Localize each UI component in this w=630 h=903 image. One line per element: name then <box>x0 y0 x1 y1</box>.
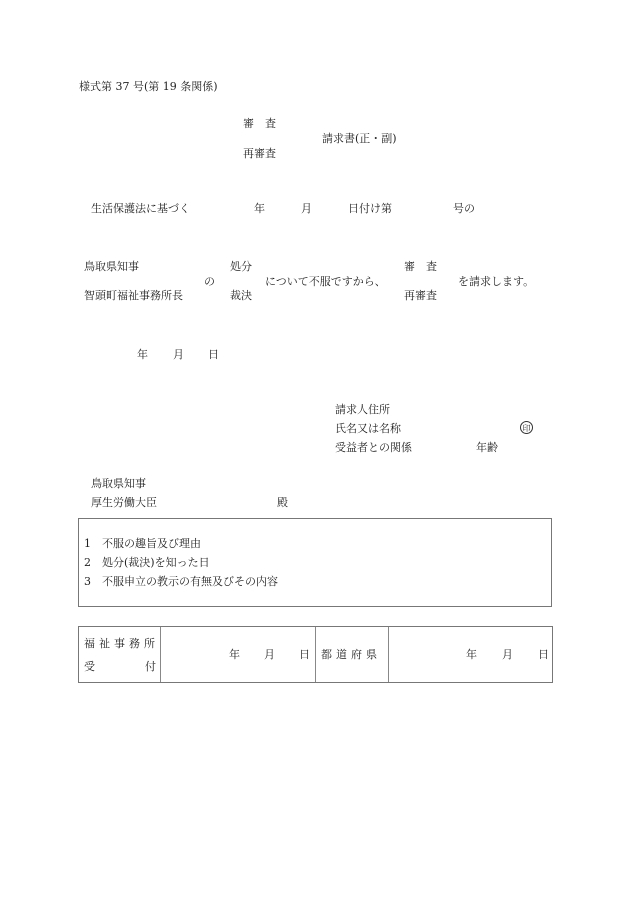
form-number: 様式第 37 号(第 19 条関係) <box>79 80 218 93</box>
receipt-label-right: 付 <box>145 660 156 673</box>
basis-day-no: 日付け第 <box>348 202 392 215</box>
basis-year: 年 <box>254 202 265 215</box>
detail-item-3-text: 不服申立の教示の有無及びその内容 <box>102 575 278 588</box>
welfare-office-label: 福祉事務所 <box>84 637 159 650</box>
addressee-honorific: 殿 <box>277 496 288 509</box>
claimant-name-label: 氏名又は名称 <box>335 422 401 435</box>
authority-governor: 鳥取県知事 <box>84 260 139 273</box>
addressee-governor: 鳥取県知事 <box>91 477 146 490</box>
welfare-date-year: 年 <box>229 648 240 661</box>
table-divider <box>315 627 316 682</box>
action-ruling: 裁決 <box>230 289 252 302</box>
basis-month: 月 <box>301 202 312 215</box>
objection-text: について不服ですから、 <box>265 275 386 288</box>
date-year: 年 <box>137 348 148 361</box>
prefecture-date-year: 年 <box>466 648 477 661</box>
detail-item-1-text: 不服の趣旨及び理由 <box>102 537 201 550</box>
detail-item-1-num: 1 <box>84 537 91 550</box>
claimant-age-label: 年齢 <box>476 441 498 454</box>
seal-icon: 印 <box>520 421 533 434</box>
table-divider <box>160 627 161 682</box>
receipt-label-left: 受 <box>84 660 95 673</box>
table-divider <box>388 627 389 682</box>
welfare-date-day: 日 <box>299 648 310 661</box>
prefecture-date-day: 日 <box>538 648 549 661</box>
review-option: 審 査 <box>404 260 437 273</box>
detail-item-2-text: 処分(裁決)を知った日 <box>102 556 210 569</box>
request-text: を請求します。 <box>458 275 535 288</box>
basis-suffix: 号の <box>453 202 475 215</box>
basis-prefix: 生活保護法に基づく <box>91 202 190 215</box>
title-option-rereview: 再審査 <box>243 147 276 160</box>
detail-item-3-num: 3 <box>84 575 91 588</box>
claimant-relation-label: 受益者との関係 <box>335 441 412 454</box>
rereview-option: 再審査 <box>404 289 437 302</box>
prefecture-date-month: 月 <box>502 648 513 661</box>
document-title: 請求書(正・副) <box>322 132 397 145</box>
date-month: 月 <box>173 348 184 361</box>
addressee-minister: 厚生労働大臣 <box>91 496 157 509</box>
date-day: 日 <box>208 348 219 361</box>
authority-welfare-office: 智頭町福祉事務所長 <box>84 289 183 302</box>
claimant-address-label: 請求人住所 <box>335 403 390 416</box>
particle-no: の <box>204 275 215 288</box>
receipt-table <box>78 626 553 683</box>
detail-item-2-num: 2 <box>84 556 91 569</box>
welfare-date-month: 月 <box>264 648 275 661</box>
action-disposition: 処分 <box>230 260 252 273</box>
prefecture-label: 都道府県 <box>321 648 381 661</box>
title-option-review: 審 査 <box>243 117 276 130</box>
